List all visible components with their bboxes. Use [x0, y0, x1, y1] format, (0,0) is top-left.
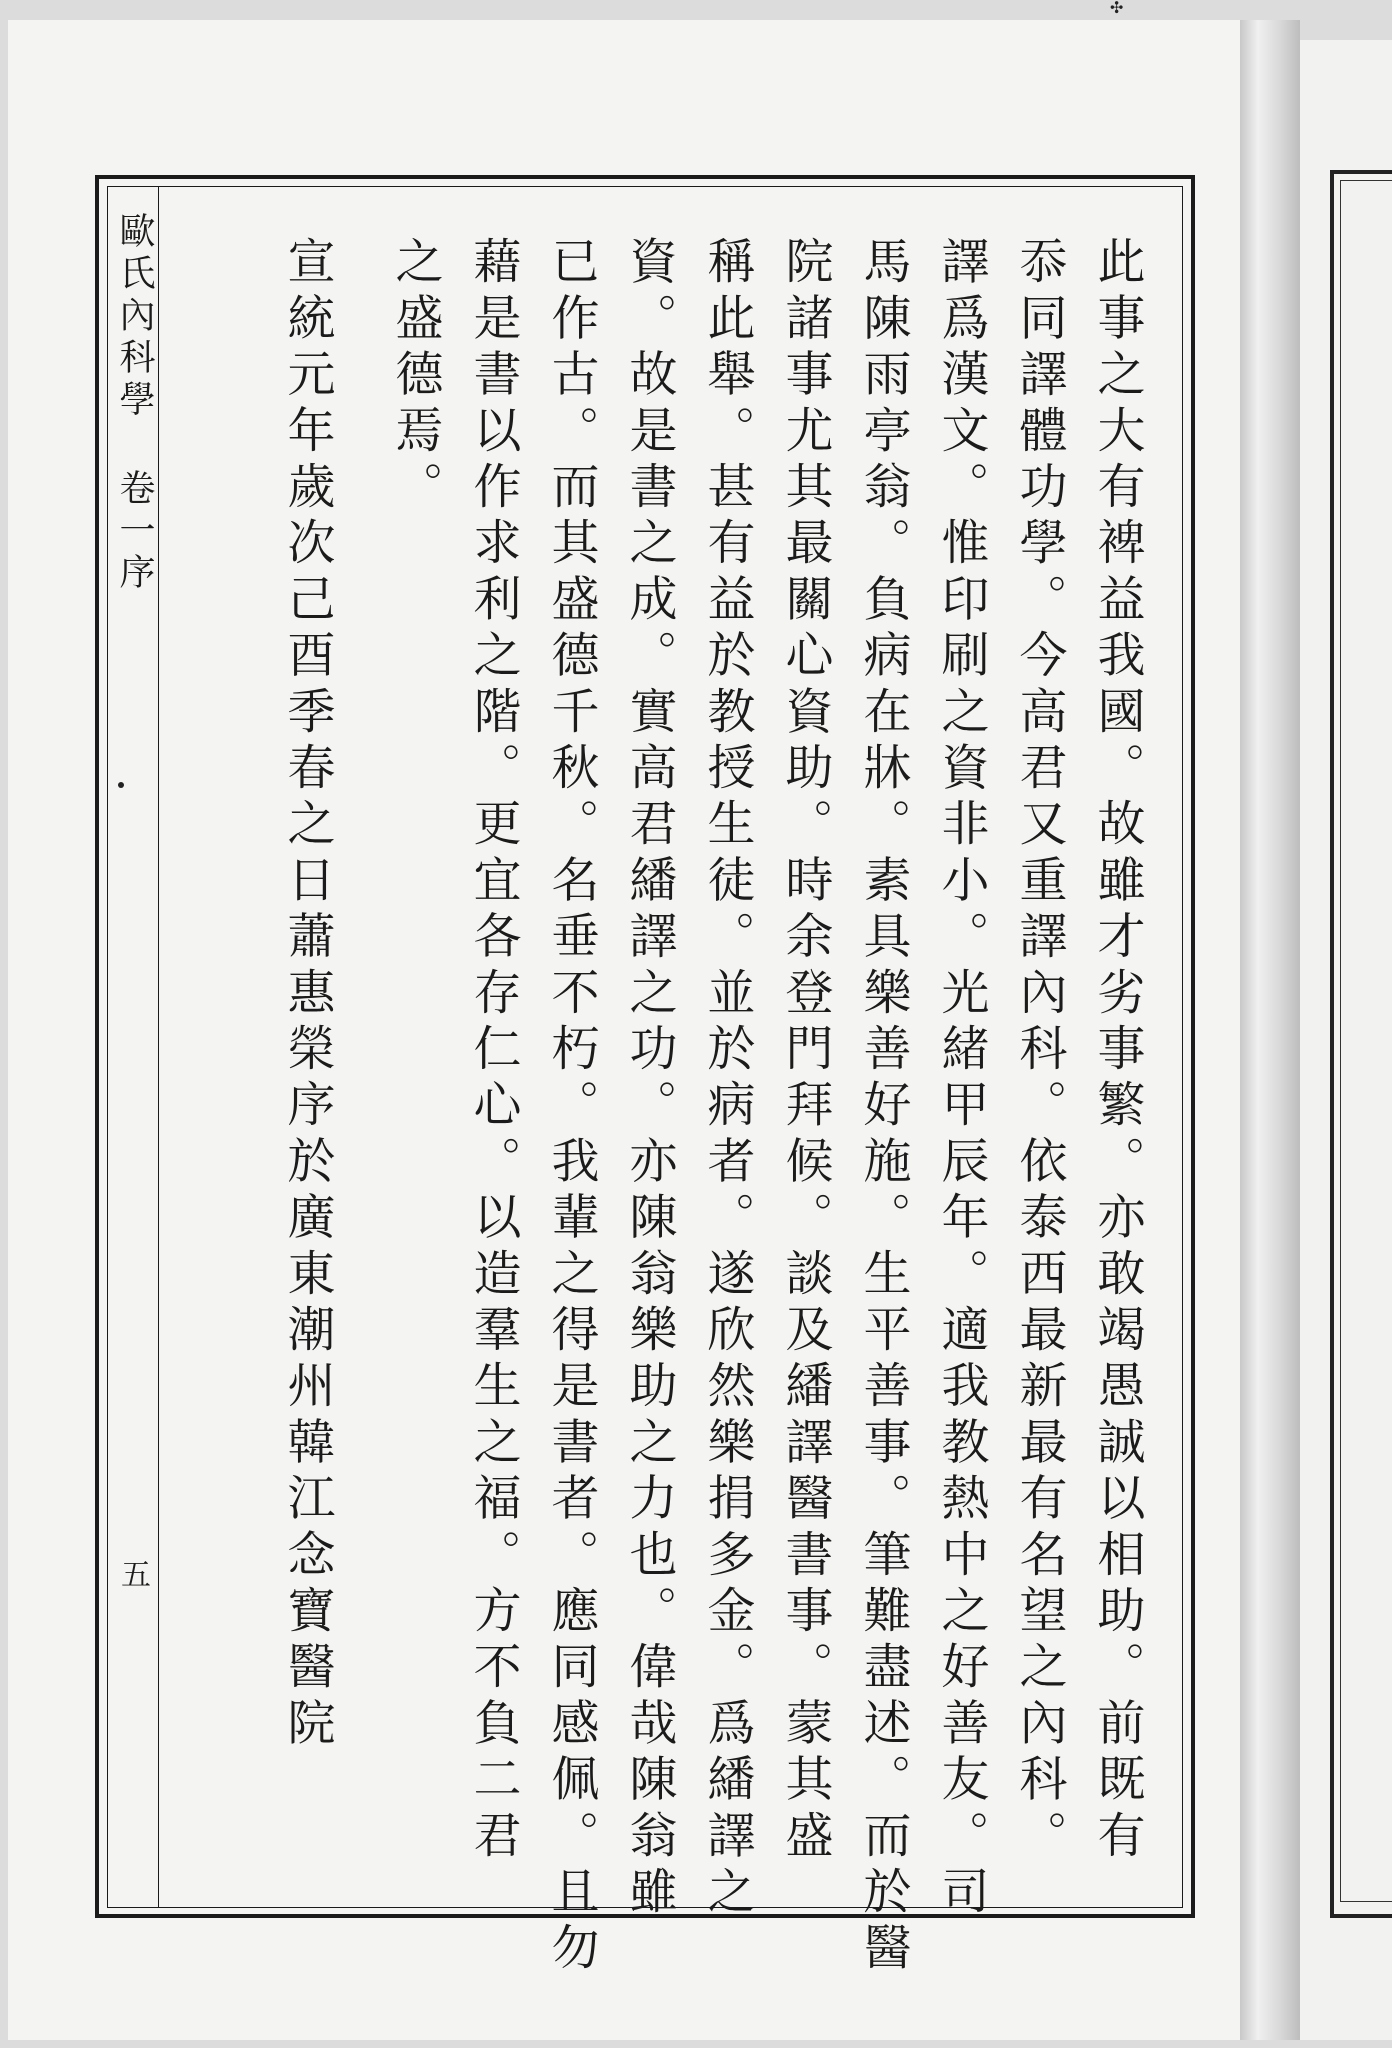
- text-column-10: 之盛德焉。: [387, 236, 443, 517]
- text-column-6: 稱此舉。甚有益於教授生徒。並於病者。遂欣然樂捐多金。爲繙譯之: [699, 236, 755, 1922]
- text-column-2: 忝同譯體功學。今高君又重譯內科。依泰西最新最有名望之內科。: [1011, 236, 1067, 1866]
- page-number: 五: [121, 1558, 151, 1593]
- text-column-5: 院諸事尤其最關心資助。時余登門拜候。談及繙譯醫書事。蒙其盛: [777, 236, 833, 1866]
- signature-column: 宣統元年歲次己酉季春之日蕭惠榮序於廣東潮州韓江念寶醫院: [279, 236, 335, 1754]
- facing-page-inner-frame: [1340, 180, 1392, 1902]
- ink-speck: [118, 782, 124, 788]
- running-head: 歐氏內科學 卷一序: [114, 212, 155, 595]
- text-column-1: 此事之大有裨益我國。故雖才劣事繁。亦敢竭愚誠以相助。前既有: [1089, 236, 1145, 1866]
- text-column-8: 已作古。而其盛德千秋。名垂不朽。我輩之得是書者。應同感佩。且勿: [543, 236, 599, 1979]
- text-column-9: 藉是書以作求利之階。更宜各存仁心。以造羣生之福。方不負二君: [465, 236, 521, 1866]
- corner-ornament-icon: ✣: [1110, 0, 1124, 17]
- running-head-rule: [158, 186, 159, 1908]
- text-column-4: 馬陳雨亭翁。負病在牀。素具樂善好施。生平善事。筆難盡述。而於醫: [855, 236, 911, 1979]
- text-column-3: 譯爲漢文。惟印刷之資非小。光緒甲辰年。適我教熱中之好善友。司: [933, 236, 989, 1922]
- book-gutter: [1240, 20, 1300, 2040]
- text-column-7: 資。故是書之成。實高君繙譯之功。亦陳翁樂助之力也。偉哉陳翁雖: [621, 236, 677, 1922]
